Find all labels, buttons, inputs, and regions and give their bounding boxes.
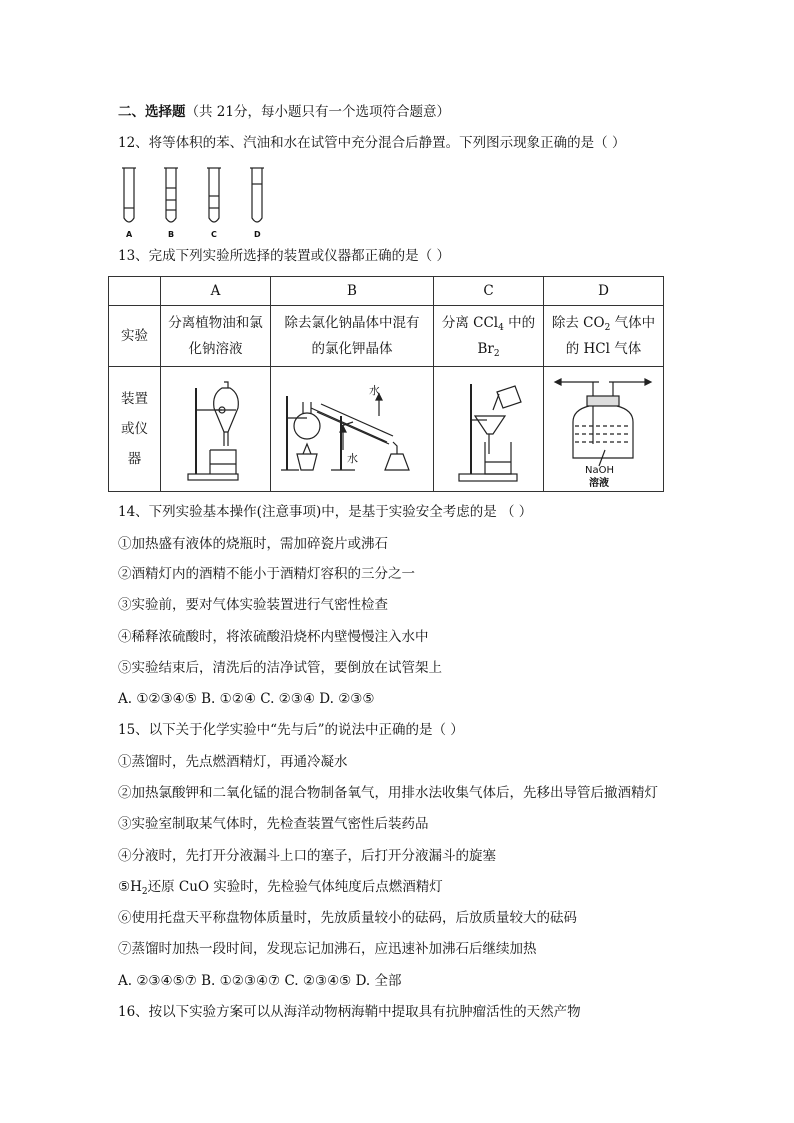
q13-text: 13、完成下列实验所选择的装置或仪器都正确的是（ ） xyxy=(118,248,450,264)
q14-options: A. ①②③④⑤ B. ①②④ C. ②③④ D. ②③⑤ xyxy=(118,691,375,707)
q14-item-1: ①加热盛有液体的烧瓶时，需加碎瓷片或沸石 xyxy=(118,536,388,552)
q14-text: 14、下列实验基本操作(注意事项)中，是基于实验安全考虑的是 （ ） xyxy=(118,504,533,520)
q13-apparatus-c xyxy=(434,367,544,492)
q15-options: A. ②③④⑤⑦ B. ①②③④⑦ C. ②③④⑤ D. 全部 xyxy=(118,973,402,989)
q12-text: 12、将等体积的苯、汽油和水在试管中充分混合后静置。下列图示现象正确的是（ ） xyxy=(118,135,626,151)
q13-exp-c-line1: 分离 CCl$_4$ 中的 xyxy=(441,315,536,333)
gas-washing-bottle-figure xyxy=(549,370,659,488)
q13-exp-c-line2: $Br_2$ xyxy=(477,341,500,359)
q15-item-3: ③实验室制取某气体时，先检查装置气密性后装药品 xyxy=(118,816,429,832)
section-heading-rest: （共 21分，每小题只有一个选项符合题意） xyxy=(185,104,450,120)
tube-label-c: C xyxy=(211,230,217,239)
water-label-top: 水 xyxy=(369,384,380,397)
q15-item-1: ①蒸馏时，先点燃酒精灯，再通冷凝水 xyxy=(118,754,348,770)
q13-header-c: C xyxy=(434,277,544,306)
apparatus-label-line3: 器 xyxy=(127,451,142,467)
q13-header-row xyxy=(109,277,664,306)
q13-experiment-label: 实验 xyxy=(109,306,161,367)
q15-item-6: ⑥使用托盘天平称盘物体质量时，先放质量较小的砝码，后放质量较大的砝码 xyxy=(118,910,577,926)
q14-item-4: ④稀释浓硫酸时，将浓硫酸沿烧杯内壁慢慢注入水中 xyxy=(118,629,429,645)
section-heading xyxy=(118,103,450,121)
q15-item-2: ②加热氯酸钾和二氧化锰的混合物制备氧气，用排水法收集气体后，先移出导管后撤酒精灯 xyxy=(118,785,658,801)
q13-exp-b-line1: 除去氯化钠晶体中混有 xyxy=(284,315,420,331)
q13-apparatus-d xyxy=(544,367,664,492)
tube-label-d: D xyxy=(254,230,261,239)
q13-experiment-d xyxy=(544,306,664,367)
q13-header-d: D xyxy=(544,277,664,306)
q13-apparatus-row xyxy=(109,367,664,492)
apparatus-label-line2: 或仪 xyxy=(121,421,148,437)
test-tube-c xyxy=(207,168,221,222)
distillation-apparatus-figure xyxy=(277,370,427,488)
q13-header-b: B xyxy=(271,277,434,306)
q13-apparatus-label xyxy=(109,367,161,492)
tube-label-a: A xyxy=(126,230,133,239)
section-heading-bold: 二、选择题 xyxy=(118,104,186,120)
apparatus-label-line1: 装置 xyxy=(121,391,148,407)
q15-text: 15、以下关于化学实验中“先与后”的说法中正确的是（ ） xyxy=(118,722,464,738)
q13-table xyxy=(108,276,664,492)
q13-exp-d-line2: 的 HCl 气体 xyxy=(565,341,642,357)
q13-apparatus-a xyxy=(161,367,271,492)
q13-experiment-row xyxy=(109,306,664,367)
q13-experiment-b xyxy=(271,306,434,367)
test-tube-a xyxy=(122,168,136,222)
q16-text: 16、按以下实验方案可以从海洋动物柄海鞘中提取具有抗肿瘤活性的天然产物 xyxy=(118,1004,581,1020)
q13-experiment-a xyxy=(161,306,271,367)
q14-item-5: ⑤实验结束后，清洗后的洁净试管，要倒放在试管架上 xyxy=(118,660,442,676)
q13-exp-a-line1: 分离植物油和氯 xyxy=(168,315,263,331)
solution-label: 溶液 xyxy=(588,478,609,488)
q13-header-a: A xyxy=(161,277,271,306)
q15-item-4: ④分液时，先打开分液漏斗上口的塞子，后打开分液漏斗的旋塞 xyxy=(118,848,496,864)
q15-item-7: ⑦蒸馏时加热一段时间，发现忘记加沸石，应迅速补加沸石后继续加热 xyxy=(118,941,537,957)
q13-apparatus-b xyxy=(271,367,434,492)
q13-header-blank xyxy=(109,277,161,306)
tube-label-b: B xyxy=(168,230,175,239)
naoh-label: NaOH xyxy=(584,465,614,476)
q13-exp-a-line2: 化钠溶液 xyxy=(188,341,243,357)
test-tube-d xyxy=(250,168,264,222)
q14-item-2: ②酒精灯内的酒精不能小于酒精灯容积的三分之一 xyxy=(118,566,415,582)
q14-item-3: ③实验前，要对气体实验装置进行气密性检查 xyxy=(118,597,388,613)
q13-exp-b-line2: 的氯化钾晶体 xyxy=(311,341,393,357)
q15-item-5: $⑤H_2$还原 CuO 实验时，先检验气体纯度后点燃酒精灯 xyxy=(118,879,443,897)
filtration-figure xyxy=(439,370,539,488)
q13-experiment-c xyxy=(434,306,544,367)
q12-test-tubes-figure xyxy=(118,162,278,240)
separatory-funnel-figure xyxy=(166,370,266,488)
test-tube-b xyxy=(164,168,178,222)
q13-exp-d-line1: 除去 $CO_2$ 气体中 xyxy=(551,315,656,333)
water-label-bottom: 水 xyxy=(347,452,358,465)
